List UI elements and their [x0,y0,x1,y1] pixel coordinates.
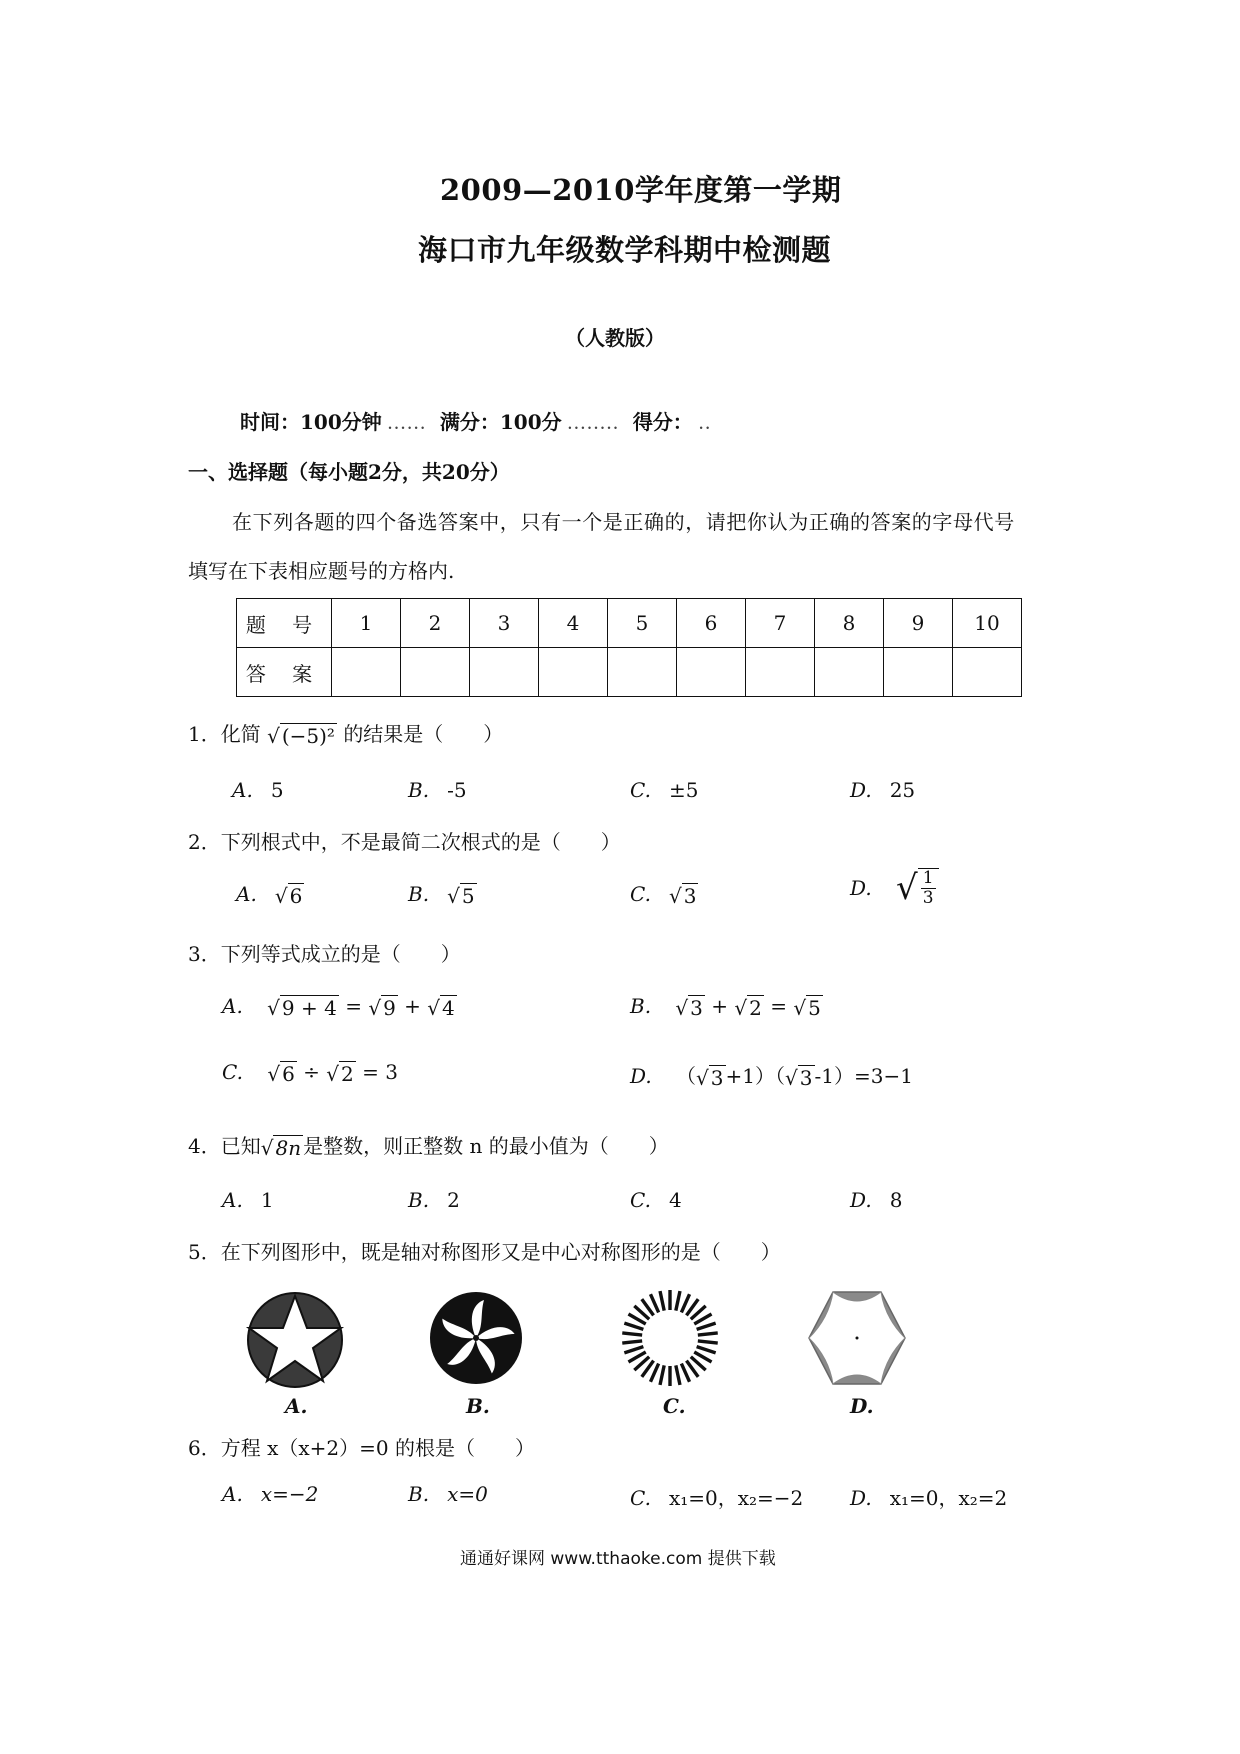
option-d [630,1060,913,1090]
figure-label-a: A. [285,1394,308,1418]
question-number-cell: 10 [953,599,1022,648]
figure-label-b: B. [466,1394,490,1418]
option-label: B. [408,882,430,906]
question-number-cell: 7 [746,599,815,648]
option-text: -5 [447,778,467,802]
option-text: 2 [447,1188,460,1212]
sqrt-expression: √ 3 [675,996,703,1020]
option-c [630,1188,682,1212]
question-2: 2．下列根式中，不是最简二次根式的是（ ） [188,830,621,854]
radicand: 2 [341,1062,354,1086]
answer-cell[interactable] [608,648,677,697]
figure-label-d: D. [850,1394,874,1418]
option-c [222,1060,398,1086]
operator: （ [676,1064,697,1088]
question-1 [188,718,503,748]
dot-leader: .. [698,418,712,433]
radicand: 3 [683,884,697,908]
numerator: 1 [922,868,934,888]
option-text: 8 [889,1188,903,1212]
option-d [850,1482,1007,1511]
radicand: 8n [275,1136,302,1160]
question-1-prefix: 1．化简 [188,722,261,746]
option-text: 1 [260,1188,274,1212]
option-label: B. [630,994,652,1018]
answer-cell[interactable] [746,648,815,697]
question-number-cell: 3 [470,599,539,648]
radicand: 5 [461,884,475,908]
radicand: 6 [289,884,303,908]
option-label: C. [630,1486,651,1510]
question-1-suffix: 的结果是（ ） [343,722,504,746]
radicand: 3 [690,996,703,1020]
option-label: C. [630,1188,651,1212]
answer-cell[interactable] [332,648,401,697]
operator: ÷ [296,1060,327,1084]
denominator: 3 [922,887,934,908]
option-d [850,778,915,802]
option-b [408,1482,488,1506]
question-6: 6．方程 x（x+2）=0 的根是（ ） [188,1436,535,1460]
operator: + [397,994,428,1018]
answer-cell[interactable] [401,648,470,697]
answer-cell[interactable] [884,648,953,697]
option-c [630,882,698,908]
radicand: 5 [808,996,821,1020]
fraction [918,868,939,907]
figure-label-c: C. [663,1394,686,1418]
sqrt-expression: √ 3 [668,884,697,908]
option-label: B. [408,1188,430,1212]
table-header-cell: 答 案 [237,648,332,697]
option-label: A. [222,1188,243,1212]
edition-label: （人教版） [565,326,665,350]
radicand: 4 [442,996,455,1020]
question-number-cell: 5 [608,599,677,648]
footer-credit: 通通好课网 www.tthaoke.com 提供下载 [460,1549,776,1569]
table-row [237,648,1022,697]
option-label: C. [222,1060,243,1084]
time-label: 时间：100分钟 [240,410,382,434]
option-c [630,1482,803,1511]
answer-cell[interactable] [815,648,884,697]
question-number-cell: 1 [332,599,401,648]
option-label: A. [232,778,253,802]
sqrt-expression: √ 8n [260,1136,302,1160]
option-a [222,994,457,1020]
option-label: A. [236,882,257,906]
option-label: D. [850,875,872,900]
answer-cell[interactable] [677,648,746,697]
table-row [237,599,1022,648]
option-label: C. [630,778,651,802]
radicand: 9 + 4 [281,996,337,1020]
instruction-line-2: 填写在下表相应题号的方格内. [188,559,455,583]
full-score-label: 满分：100分 [439,410,562,434]
option-a [222,1482,318,1506]
answer-cell[interactable] [953,648,1022,697]
figure-c-radial-ring [620,1288,720,1388]
sqrt-expression: √ 3 [696,1066,724,1090]
option-d [850,868,939,907]
sqrt-expression: √ 9 + 4 [267,996,337,1020]
option-a [232,778,284,802]
dot-leader: ........ [567,418,620,433]
question-number-cell: 4 [539,599,608,648]
figure-d-hexagon-arcs [805,1288,909,1388]
sqrt-expression: √ (−5)² [267,724,335,748]
option-text: x₁=0，x₂=2 [889,1486,1008,1510]
option-b [630,994,823,1020]
sqrt-expression: √ 2 [734,996,762,1020]
radicand: 3 [710,1066,724,1090]
figure-b-flower-circle [428,1290,524,1386]
radicand: (−5)² [281,724,335,748]
option-label: D. [850,1486,872,1510]
sqrt-expression: √ 3 [785,1066,813,1090]
sqrt-expression: √ 4 [427,996,455,1020]
radicand: 6 [282,1062,295,1086]
title-line-1: 2009—2010学年度第一学期 [440,173,842,207]
option-label: B. [408,1482,430,1506]
question-number-cell: 2 [401,599,470,648]
option-text: 5 [270,778,284,802]
option-label: D. [850,1188,872,1212]
operator: -1）=3−1 [814,1064,913,1088]
option-text: 4 [668,1188,682,1212]
question-number-cell: 6 [677,599,746,648]
score-label: 得分： [632,410,693,434]
option-label: B. [408,778,430,802]
option-label: A. [222,994,243,1018]
answer-table [236,598,1022,697]
option-b [408,1188,460,1212]
radicand: 3 [799,1066,813,1090]
operator: = [338,994,369,1018]
question-4 [188,1130,669,1160]
sqrt-expression: √ 5 [793,996,821,1020]
option-label: D. [630,1064,652,1088]
sqrt-fraction [896,868,939,907]
question-5: 5．在下列图形中，既是轴对称图形又是中心对称图形的是（ ） [188,1240,781,1264]
section-heading: 一、选择题（每小题2分，共20分） [188,460,510,484]
operator: = 3 [355,1060,398,1084]
option-text: 25 [889,778,916,802]
question-number-cell: 9 [884,599,953,648]
sqrt-expression: √ 5 [447,884,475,908]
operator: +1）（ [725,1064,786,1088]
option-label: C. [630,882,651,906]
option-d [850,1188,902,1212]
option-text: x₁=0，x₂=−2 [668,1486,804,1510]
question-4-prefix: 4．已知 [188,1134,261,1158]
instruction-line-1: 在下列各题的四个备选答案中，只有一个是正确的，请把你认为正确的答案的字母代号 [232,510,1015,534]
exam-meta [240,406,718,435]
option-a [222,1188,274,1212]
operator: + [704,994,735,1018]
dot-leader: ...... [387,418,427,433]
option-c [630,778,698,802]
title-line-2: 海口市九年级数学科期中检测题 [418,233,832,267]
radicand: 9 [383,996,396,1020]
table-header-cell: 题 号 [237,599,332,648]
question-number-cell: 8 [815,599,884,648]
radical-sign: √ [896,867,918,908]
question-4-suffix: 是整数，则正整数 n 的最小值为（ ） [303,1134,669,1158]
option-b [408,882,477,908]
option-text: x=0 [447,1482,488,1506]
sqrt-expression: √ 2 [326,1062,354,1086]
question-3: 3．下列等式成立的是（ ） [188,942,461,966]
sqrt-expression: √ 9 [368,996,396,1020]
answer-cell[interactable] [470,648,539,697]
option-b [408,778,467,802]
sqrt-expression: √ 6 [267,1062,295,1086]
option-text: x=−2 [260,1482,319,1506]
figure-a-star-circle [245,1290,345,1390]
operator: = [763,994,794,1018]
option-label: D. [850,778,872,802]
option-label: A. [222,1482,243,1506]
sqrt-expression: √ 6 [274,884,303,908]
answer-cell[interactable] [539,648,608,697]
radicand: 2 [749,996,762,1020]
option-text: ±5 [668,778,699,802]
option-a [236,882,304,908]
